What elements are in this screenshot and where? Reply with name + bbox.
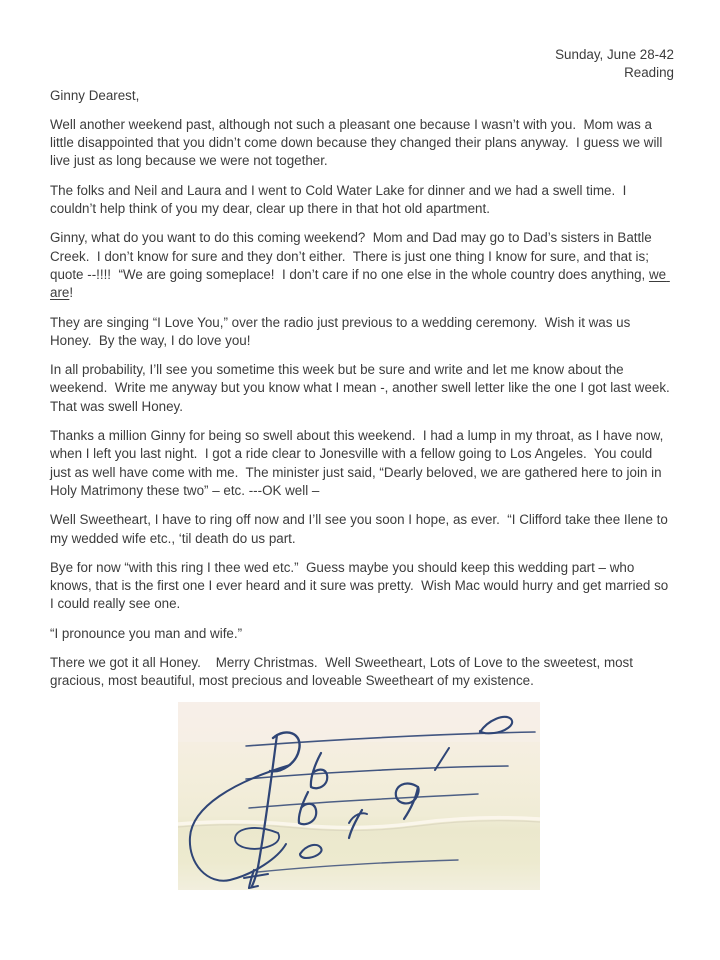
paragraph-3-end: ! — [69, 285, 74, 301]
signature-scan-svg — [178, 702, 540, 890]
paragraph-10: There we got it all Honey. Merry Christmas. Well Sweetheart, Lots of Love to the sweetest, most gracious, most beautiful, most precious and loveable Sweetheart of my existence. — [50, 655, 637, 689]
paragraph-8: Bye for now “with this ring I thee wed etc.” Guess maybe you should keep this wedding part – who knows, that is the first one I ever heard and it sure was pretty. Wish Mac would hurry and get married so I could really see one. — [50, 559, 672, 612]
paragraph-5: In all probability, I’ll see you sometime this week but be sure and write and let me know about the weekend. Write me anyway but you know what I mean -, another swell letter like the one I got last week. That was swell Honey. — [50, 362, 677, 414]
date-line: Sunday, June 28-42 — [555, 47, 674, 62]
paragraph-1: Well another weekend past, although not such a pleasant one because I wasn’t with you. Mom was a little disappointed that you didn’t come down because they changed their plans anyway. I guess we will live just as long because we were not together. — [50, 116, 667, 169]
paragraph-4: They are singing “I Love You,” over the radio just previous to a wedding ceremony. Wish it was us Honey. By the way, I do love you! — [50, 314, 635, 348]
paragraph-9: “I pronounce you man and wife.” — [50, 625, 243, 641]
signature-image — [178, 702, 540, 890]
location-line: Reading — [624, 65, 674, 81]
paragraph-6: Thanks a million Ginny for being so swell about this weekend. I had a lump in my throat, as I have now, when I left you last night. I got a ride clear to Jonesville with a fellow going to Los Angeles. You could just as well have come with me. The minister just said, “Dearly beloved, we are gathered here to join in Holy Matrimony these two” – etc. ---OK well – — [50, 428, 668, 498]
salutation: Ginny Dearest, — [50, 87, 140, 103]
underlined-phrase: we are — [50, 266, 670, 301]
paper-texture — [178, 702, 540, 890]
paragraph-3 — [50, 229, 674, 302]
paragraph-3-text: Ginny, what do you want to do this coming weekend? Mom and Dad may go to Dad’s sisters in Battle Creek. I don’t know for sure and they don’t either. There is just one thing I know for sure, and that is; quote --!!!! “We are going someplace! I don’t care if no one else in the whole country does anything, — [50, 230, 656, 282]
paragraph-2: The folks and Neil and Laura and I went to Cold Water Lake for dinner and we had a swell time. I couldn’t help think of you my dear, clear up there in that hot old apartment. — [50, 182, 631, 217]
date-block — [50, 46, 674, 83]
paragraph-7: Well Sweetheart, I have to ring off now and I’ll see you soon I hope, as ever. “I Clifford take thee Ilene to my wedded wife etc., ‘til death do us part. — [50, 512, 672, 546]
